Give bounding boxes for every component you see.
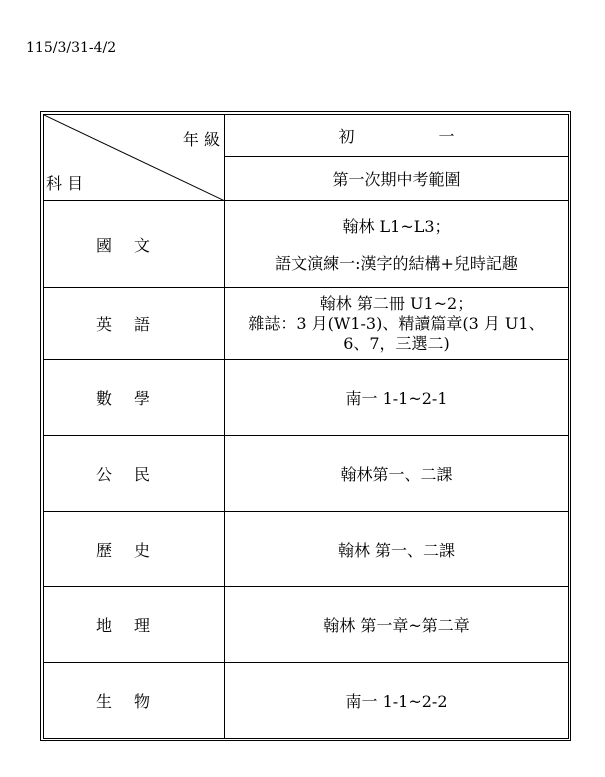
table-row xyxy=(44,587,569,663)
range-line: 翰林 第二冊 U1~2； xyxy=(319,293,474,313)
date-range: 115/3/31-4/2 xyxy=(26,40,117,56)
range-title: 第一次期中考範圍 xyxy=(225,157,569,201)
range-line: 雜誌：3 月(W1-3)、精讀篇章(3 月 U1、 xyxy=(248,313,545,333)
subject-geography: 地理 xyxy=(44,587,225,663)
subject-civics: 公民 xyxy=(44,436,225,512)
grade-cell xyxy=(225,115,569,157)
table-row xyxy=(44,288,569,360)
grade-second: 一 xyxy=(438,127,455,146)
subject-math: 數學 xyxy=(44,360,225,436)
subject-chinese: 國文 xyxy=(44,201,225,288)
range-geography: 翰林 第一章~第二章 xyxy=(225,587,569,663)
range-civics: 翰林第一、二課 xyxy=(225,436,569,512)
range-math: 南一 1-1~2-1 xyxy=(225,360,569,436)
subject-history: 歷史 xyxy=(44,512,225,587)
subject-label: 科 目 xyxy=(46,174,84,193)
range-line: 語文演練一:漢字的結構+兒時記趣 xyxy=(275,254,518,273)
table-row xyxy=(44,512,569,587)
range-line: 6、7，三選二) xyxy=(343,333,450,353)
subject-biology: 生物 xyxy=(44,663,225,739)
grade-label: 年 級 xyxy=(182,130,220,149)
range-biology: 南一 1-1~2-2 xyxy=(225,663,569,739)
table-row xyxy=(44,360,569,436)
table-row xyxy=(44,663,569,739)
exam-range-table xyxy=(43,114,569,739)
range-chinese xyxy=(225,201,569,288)
header-corner-cell xyxy=(44,115,225,201)
table-row xyxy=(44,436,569,512)
range-english xyxy=(225,288,569,360)
subject-english: 英語 xyxy=(44,288,225,360)
range-history: 翰林 第一、二課 xyxy=(225,512,569,587)
range-line: 翰林 L1~L3； xyxy=(342,217,451,236)
table-row xyxy=(44,201,569,288)
grade-first: 初 xyxy=(338,127,355,146)
